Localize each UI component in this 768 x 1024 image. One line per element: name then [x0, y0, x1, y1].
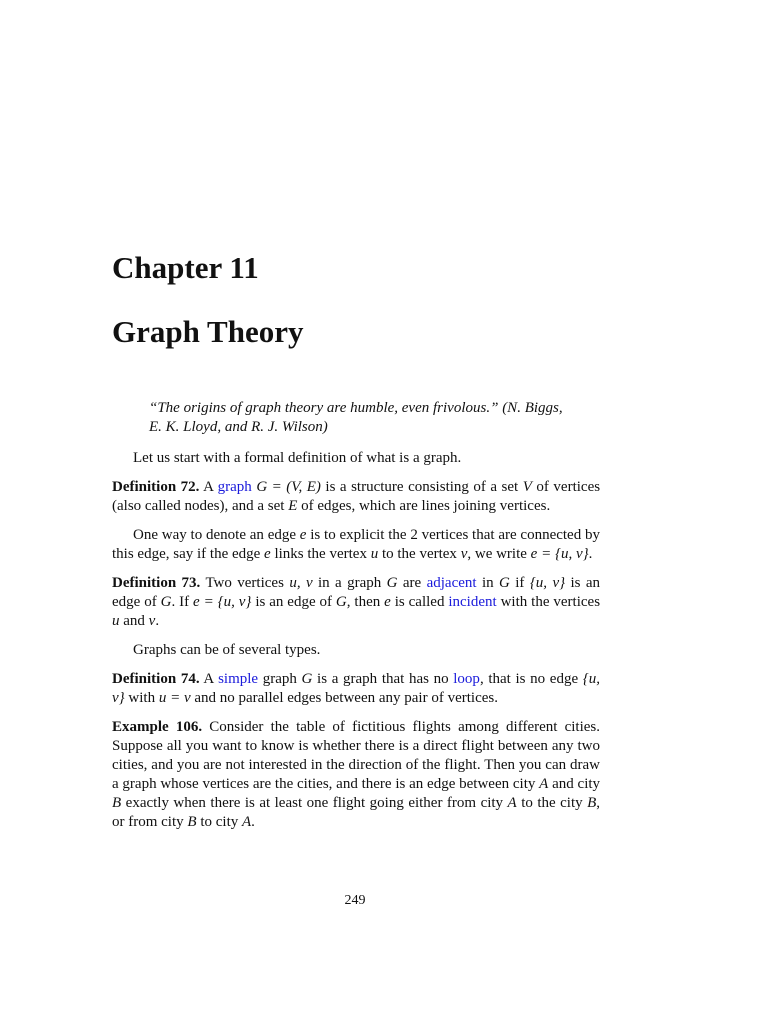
math-var: G — [335, 594, 347, 610]
math-var: A — [539, 776, 549, 792]
text: to city — [200, 814, 239, 830]
definition-72 — [112, 478, 600, 516]
text: Consider the table of fictitious flights among different cities. Suppose all you want to know is whether there is a direct flight between any two cities, and you are not interested in the direction of the flight. Then you can draw a graph whose vertices are the cities, and there is an edge between city — [112, 719, 600, 792]
text: , then — [346, 594, 381, 610]
link-incident[interactable]: incident — [448, 594, 497, 610]
text: to the vertex — [381, 546, 457, 562]
text: to the city — [521, 795, 583, 811]
math-var: e — [384, 594, 391, 610]
text: in a graph — [318, 575, 382, 591]
text: is a structure consisting of a set — [325, 479, 519, 495]
epigraph-attribution: (N. Biggs, E. K. Lloyd, and R. J. Wilson) — [149, 400, 563, 435]
text: and city — [552, 776, 601, 792]
math-var: e — [264, 546, 271, 562]
math-var: E — [288, 498, 298, 514]
text: of edges, which are lines joining vertices. — [301, 498, 551, 514]
math-var: e — [299, 527, 307, 543]
text: , that is no edge — [479, 671, 579, 687]
link-simple[interactable]: simple — [218, 671, 259, 687]
page-body — [112, 449, 600, 842]
text: with — [128, 690, 156, 706]
epigraph-quote: “The origins of graph theory are humble, even frivolous.” — [149, 400, 499, 416]
math-var: u — [112, 613, 120, 629]
text: if — [515, 575, 525, 591]
math-var: G — [386, 575, 398, 591]
page-number: 249 — [344, 893, 366, 908]
math-expr: {u, v} — [529, 575, 566, 591]
math-var: B — [587, 795, 597, 811]
text: is a graph that has no — [317, 671, 449, 687]
math-graph-def: G = (V, E) — [256, 479, 321, 495]
math-var: V — [522, 479, 532, 495]
text: is called — [394, 594, 445, 610]
definition-74 — [112, 670, 600, 708]
definition-label: Definition 72. — [112, 479, 200, 495]
definition-label: Definition 74. — [112, 671, 200, 687]
math-expr: {u, v} — [112, 671, 601, 706]
link-loop[interactable]: loop — [453, 671, 480, 687]
definition-73: Definition 73. Two vertices u, v in a graph G are adjacent in G if {u, v} is an edge of G. If e = {u, v} is an edge of G, then e is called incident with the vertices u and v. — [112, 575, 601, 629]
text: and — [123, 613, 145, 629]
text: , or from city — [112, 795, 601, 830]
text: exactly when there is at least one flight going either from city — [125, 795, 504, 811]
definition-label: Definition 73. — [112, 575, 201, 591]
text: , we write — [467, 546, 527, 562]
example-106: Example 106. Consider the table of fictitious flights among different cities. Suppose all you want to know is whether there is a direct flight between any two cities, and you are not interested in the direction of the flight. Then you can draw a graph whose vertices are the cities, and there is an edge between city A and city B exactly when there is at least one flight going either from city A to the city B, or from city B to city A. — [112, 719, 601, 830]
graph-types-paragraph: Graphs can be of several types. — [133, 642, 321, 658]
text: in — [481, 575, 494, 591]
math-var: G — [499, 575, 510, 591]
math-var: u — [370, 546, 379, 562]
math-expr: e = {u, v} — [193, 594, 252, 610]
chapter-number: Chapter 11 — [112, 250, 259, 285]
text: is an edge of — [112, 575, 601, 610]
link-graph[interactable]: graph — [217, 479, 252, 495]
text: A — [203, 671, 214, 687]
text: Two vertices — [205, 575, 284, 591]
text: and no parallel edges between any pair of vertices. — [194, 690, 498, 706]
epigraph — [149, 399, 579, 437]
intro-paragraph: Let us start with a formal definition of what is a graph. — [133, 450, 462, 466]
chapter-title: Graph Theory — [112, 314, 304, 349]
math-var: B — [187, 814, 197, 830]
text: with the vertices — [500, 594, 601, 610]
math-var: B — [112, 795, 122, 811]
math-var: v — [460, 546, 468, 562]
math-expr: e = {u, v} — [530, 546, 589, 562]
text: is an edge of — [255, 594, 333, 610]
link-adjacent[interactable]: adjacent — [426, 575, 477, 591]
example-label: Example 106. — [112, 719, 203, 735]
text: is to explicit the 2 vertices that are connected by this edge, say if the edge — [112, 527, 600, 562]
math-expr: u = v — [158, 690, 191, 706]
text: graph — [262, 671, 297, 687]
text: are — [402, 575, 422, 591]
text: of vertices (also called nodes), and a set — [112, 479, 601, 514]
text: A — [203, 479, 214, 495]
math-var: v — [148, 613, 156, 629]
text: One way to denote an edge — [133, 527, 297, 543]
math-expr: u, v — [289, 575, 313, 591]
math-var: A — [507, 795, 517, 811]
math-var: G — [301, 671, 313, 687]
math-var: G — [160, 594, 172, 610]
edge-notation-paragraph: One way to denote an edge e is to explicit the 2 vertices that are connected by this edge, say if the edge e links the vertex u to the vertex v, we write e = {u, v}. — [112, 527, 600, 562]
math-var: A — [242, 814, 252, 830]
text: links the vertex — [274, 546, 367, 562]
text: . If — [171, 594, 190, 610]
